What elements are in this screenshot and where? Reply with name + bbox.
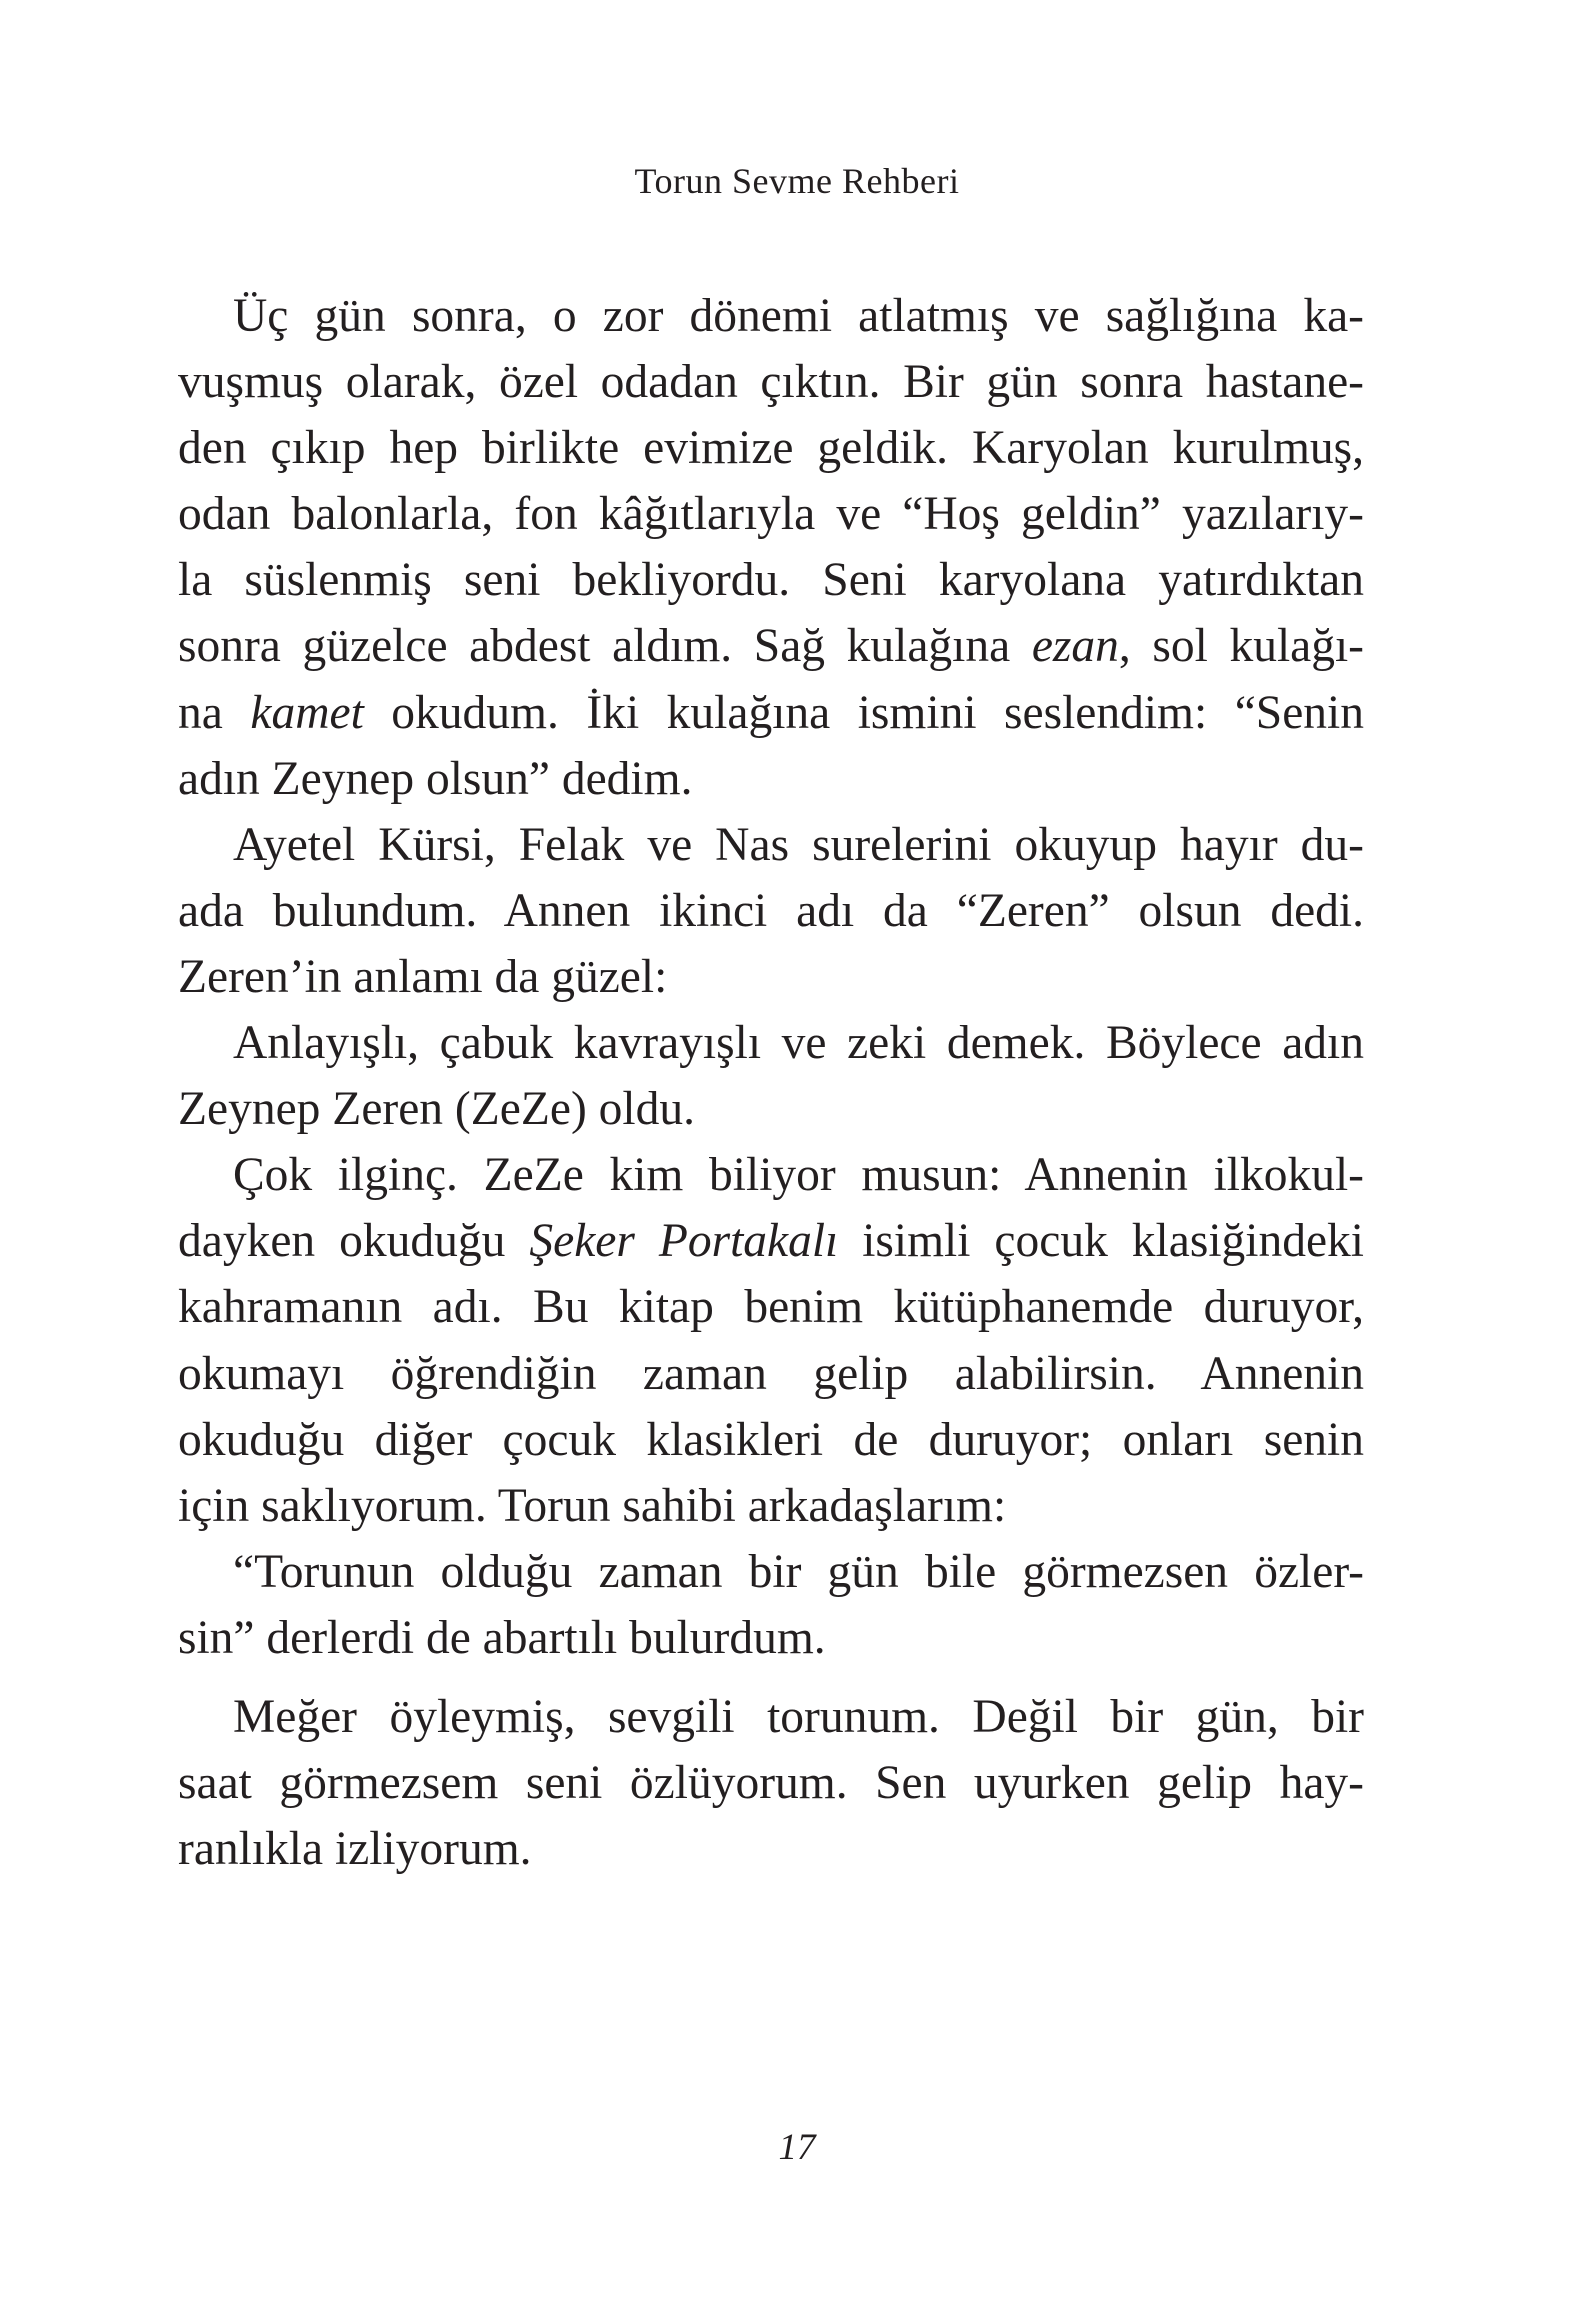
text-run: kahramanın adı. Bu kitap benim kütüphanemde duruyor,: [178, 1281, 1364, 1334]
text-line: [178, 746, 1364, 812]
text-run: ranlıkla izliyorum.: [178, 1823, 532, 1876]
text-line: [178, 349, 1364, 415]
text-line: [178, 1341, 1364, 1407]
text-line: [178, 1010, 1364, 1076]
text-line: [178, 1750, 1364, 1816]
text-run: Anlayışlı, çabuk kavrayışlı ve zeki demek. Böylece adın: [233, 1017, 1364, 1070]
text-run: den çıkıp hep birlikte evimize geldik. Karyolan kurulmuş,: [178, 422, 1364, 475]
text-run: adın Zeynep olsun” dedim.: [178, 752, 693, 805]
text-line: [178, 878, 1364, 944]
text-run: “Torunun olduğu zaman bir gün bile görmezsen özler-: [233, 1545, 1364, 1598]
text-line: [178, 613, 1364, 679]
text-line: [178, 1684, 1364, 1750]
running-head: Torun Sevme Rehberi: [634, 161, 960, 201]
text-line: [178, 1076, 1364, 1142]
text-run: Zeynep Zeren (ZeZe) oldu.: [178, 1083, 695, 1136]
text-line: [178, 1605, 1364, 1671]
text-run: saat görmezsem seni özlüyorum. Sen uyurken gelip hay-: [178, 1757, 1364, 1810]
text-line: [178, 680, 1364, 746]
text-line: [178, 547, 1364, 613]
text-line: [178, 1816, 1364, 1882]
text-run: na: [178, 686, 251, 739]
text-line: [178, 1142, 1364, 1208]
text-run: dayken okuduğu: [178, 1215, 530, 1268]
text-run: Zeren’in anlamı da güzel:: [178, 950, 668, 1003]
text-line: [178, 1473, 1364, 1539]
text-run: Çok ilginç. ZeZe kim biliyor musun: Annenin ilkokul-: [233, 1149, 1364, 1202]
paragraph: [178, 1684, 1364, 1882]
paragraph: [178, 1010, 1364, 1142]
text-line: [178, 283, 1364, 349]
text-run: Ayetel Kürsi, Felak ve Nas surelerini okuyup hayır du-: [233, 818, 1364, 871]
text-run: la süslenmiş seni bekliyordu. Seni karyolana yatırdıktan: [178, 554, 1364, 607]
text-line: [178, 1208, 1364, 1274]
text-run: okumayı öğrendiğin zaman gelip alabilirsin. Annenin: [178, 1347, 1364, 1400]
text-run: için saklıyorum. Torun sahibi arkadaşlarım:: [178, 1479, 1007, 1532]
text-run: vuşmuş olarak, özel odadan çıktın. Bir gün sonra hastane-: [178, 356, 1364, 409]
text-run: sin” derlerdi de abartılı bulurdum.: [178, 1611, 826, 1664]
page-number: 17: [778, 2127, 816, 2168]
text-line: [178, 1407, 1364, 1473]
paragraph: [178, 1142, 1364, 1539]
paragraph-gap: [178, 1671, 1364, 1684]
text-run: sonra güzelce abdest aldım. Sağ kulağına: [178, 620, 1032, 673]
paragraph: [178, 283, 1364, 812]
text-run: okudum. İki kulağına ismini seslendim: “Senin: [363, 686, 1364, 739]
body-text: [178, 283, 1364, 1882]
italic-text: kamet: [250, 686, 364, 739]
text-line: [178, 415, 1364, 481]
paragraph: [178, 1539, 1364, 1671]
text-run: okuduğu diğer çocuk klasikleri de duruyor; onları senin: [178, 1413, 1364, 1466]
paragraph: [178, 812, 1364, 1010]
text-run: , sol kulağı-: [1118, 620, 1364, 673]
text-run: odan balonlarla, fon kâğıtlarıyla ve “Hoş geldin” yazılarıy-: [178, 488, 1364, 541]
italic-text: ezan: [1031, 620, 1119, 673]
text-run: Üç gün sonra, o zor dönemi atlatmış ve sağlığına ka-: [233, 290, 1364, 342]
text-line: [178, 1274, 1364, 1340]
text-run: ada bulundum. Annen ikinci adı da “Zeren” olsun dedi.: [178, 884, 1364, 937]
text-run: Meğer öyleymiş, sevgili torunum. Değil bir gün, bir: [233, 1690, 1364, 1743]
text-run: isimli çocuk klasiğindeki: [838, 1215, 1364, 1268]
text-line: [178, 1539, 1364, 1605]
text-line: [178, 944, 1364, 1010]
text-line: [178, 481, 1364, 547]
text-line: [178, 812, 1364, 878]
italic-text: Şeker Portakalı: [529, 1215, 839, 1268]
